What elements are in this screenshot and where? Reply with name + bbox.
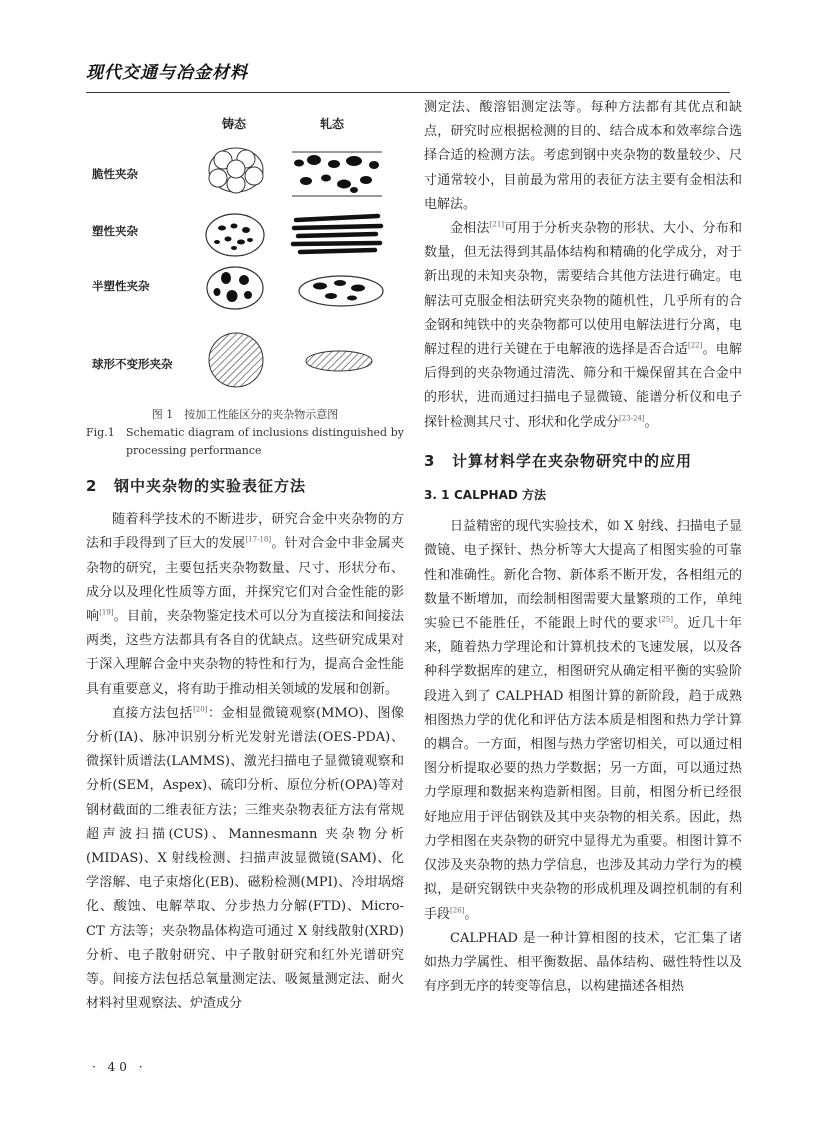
col-header-cast: 铸态	[222, 117, 247, 131]
paragraph	[86, 702, 404, 1017]
text-span: 日益精密的现代实验技术，如 X 射线、扫描电子显微镜、电子探针、热分析等大大提高了相图实验的可靠性和准确性。新化合物、新体系不断开发，各相组元的数量不断增加，而绘制相图需要大量繁琐的工作，单纯实验已不能胜任，不能跟上时代的要求	[424, 519, 742, 632]
section-3-title: 计算材料学在夹杂物研究中的应用	[452, 451, 693, 470]
paragraph	[86, 508, 404, 702]
text-span: 。电解后得到的夹杂物通过清洗、筛分和干燥保留其在合金中的形状，进而通过扫描电子显微镜、能谱分析仪和电子探针检测其尺寸、形状和化学成分	[424, 342, 742, 430]
text-span: 可用于分析夹杂物的形状、大小、分布和数量，但无法得到其晶体结构和精确的化学成分，对于新出现的未知夹杂物，需要结合其他方法进行确定。电解法可克服金相法研究夹杂物的随机性，几乎所有的合金钢和纯铁中的夹杂物都可以使用电解法进行分离，电解过程的进行关键在于电解液的选择是否合适	[424, 221, 742, 358]
subsection-3-1-title: CALPHAD 方法	[454, 488, 547, 503]
paragraph: CALPHAD 是一种计算相图的技术，它汇集了诸如热力学属性、相平衡数据、晶体结构、磁性特性以及有序到无序的转变等信息，以构建描述各相热	[424, 930, 742, 995]
row-label-brittle: 脆性夹杂	[92, 167, 138, 181]
row-label-plastic: 塑性夹杂	[92, 224, 138, 238]
figure-1	[86, 102, 404, 402]
text-span: ：金相显微镜观察(MMO)、图像分析(IA)、脉冲识别分析光发射光谱法(OES-PDA)、微探针质谱法(LAMMS)、激光扫描电子显微镜观察和分析(SEM，Aspex)、硫印分析、原位分析(OPA)等对钢材截面的二维表征方法；三维夹杂物表征方法有常规超声波扫描(CUS)、Mannesmann 夹杂物分析(MIDAS)、X 射线检测、扫描声波显微镜(SAM)、化学溶解、电子束熔化(EB)、磁粉检测(MPI)、冷坩埚熔化、酸蚀、电解萃取、分步热力分解(FTD)、Micro-CT 方法等；夹杂物晶体构造可通过 X 射线散射(XRD)分析、电子散射研究、中子散射研究和红外光谱研究等。间接方法包括总氧量测定法、吸氮量测定法、耐火材料衬里观察法、炉渣成分	[86, 705, 404, 1012]
citation: [26]	[450, 906, 465, 915]
brittle-cast-shape	[209, 148, 263, 193]
section-3-number: 3	[424, 451, 436, 470]
citation: [20]	[193, 705, 208, 714]
paragraph	[424, 217, 742, 435]
semiplastic-rolled-shape	[299, 276, 383, 306]
row-label-spherical: 球形不变形夹杂	[92, 357, 173, 371]
paragraph: 测定法、酸溶铝测定法等。每种方法都有其优点和缺点，研究时应根据检测的目的、结合成本和效率综合选择合适的检测方法。考虑到钢中夹杂物的数量较少、尺寸通常较小，目前最为常用的表征方法主要有金相法和电解法。	[424, 100, 742, 212]
header-rule	[86, 92, 730, 93]
text-span: 直接方法包括	[112, 705, 194, 721]
section-2-number: 2	[86, 477, 98, 495]
citation: [21]	[489, 220, 505, 229]
journal-title: 现代交通与冶金材料	[86, 63, 248, 83]
subsection-3-1-number: 3. 1	[424, 488, 450, 503]
text-span: 。目前，夹杂物鉴定技术可以分为直接法和间接法两类，这些方法都具有各自的优缺点。这些研究成果对于深入理解合金中夹杂物的特性和行为，提高合金性能具有重要意义，将有助于推动相关领域的发展和创新。	[86, 609, 404, 697]
brittle-rolled-shape	[292, 152, 382, 196]
citation: [25]	[658, 615, 673, 624]
text-span: 金相法	[450, 221, 490, 237]
citation: [23-24]	[619, 414, 645, 423]
citation: [17-18]	[245, 536, 272, 545]
semiplastic-cast-shape	[207, 267, 263, 309]
caption-en-label: Fig.1	[86, 426, 115, 439]
caption-en	[86, 424, 404, 460]
row-label-semiplastic: 半塑性夹杂	[92, 279, 150, 293]
text-span: 。	[464, 906, 478, 922]
section-3-heading	[424, 449, 742, 473]
spherical-cast-shape	[209, 333, 263, 387]
citation: [19]	[99, 608, 114, 617]
subsection-3-1-heading	[424, 483, 742, 507]
spherical-rolled-shape	[306, 351, 372, 371]
left-column	[86, 96, 404, 1016]
col-header-rolled: 轧态	[320, 117, 345, 131]
figure-caption	[86, 406, 404, 460]
section-2-heading	[86, 474, 404, 498]
text-span: 。针对合金中非金属夹杂物的研究，主要包括夹杂物数量、尺寸、形状分布、成分以及理化性质等方面，并探究它们对合金性能的影响	[86, 536, 404, 625]
plastic-cast-shape	[206, 214, 264, 256]
text-span: 。近几十年来，随着热力学理论和计算机技术的飞速发展，以及各种科学数据库的建立，相图研究从确定相平衡的实验阶段进入到了 CALPHAD 相图计算的新阶段，趋于成熟相图热力学的优化和评估方法本质是相图和热力学计算的耦合。一方面，相图与热力学密切相关，可以通过相图分析提取必要的热力学数据；另一方面，可以通过热力学原理和数据来构造新相图。目前，相图分析已经很好地应用于评估钢铁及其中夹杂物的相关系。因此，热力学相图在夹杂物的研究中显得尤为重要。相图计算不仅涉及夹杂物的热力学信息，也涉及其动力学行为的模拟，是研究钢铁中夹杂物的形成机理及调控机制的有利手段	[424, 616, 742, 922]
caption-en-text: Schematic diagram of inclusions distinguished by processing performance	[126, 426, 404, 457]
text-span: 。	[644, 414, 658, 430]
caption-cn: 图 1 按加工性能区分的夹杂物示意图	[151, 408, 339, 421]
citation: [22]	[688, 341, 703, 350]
text-span: 随着科学技术的不断进步，研究合金中夹杂物的方法和手段得到了巨大的发展	[86, 512, 404, 552]
paragraph	[424, 515, 742, 926]
section-2-title: 钢中夹杂物的实验表征方法	[114, 477, 307, 495]
page-number: · 40 ·	[92, 1060, 147, 1074]
right-column	[424, 96, 742, 999]
plastic-rolled-shape	[293, 216, 381, 252]
